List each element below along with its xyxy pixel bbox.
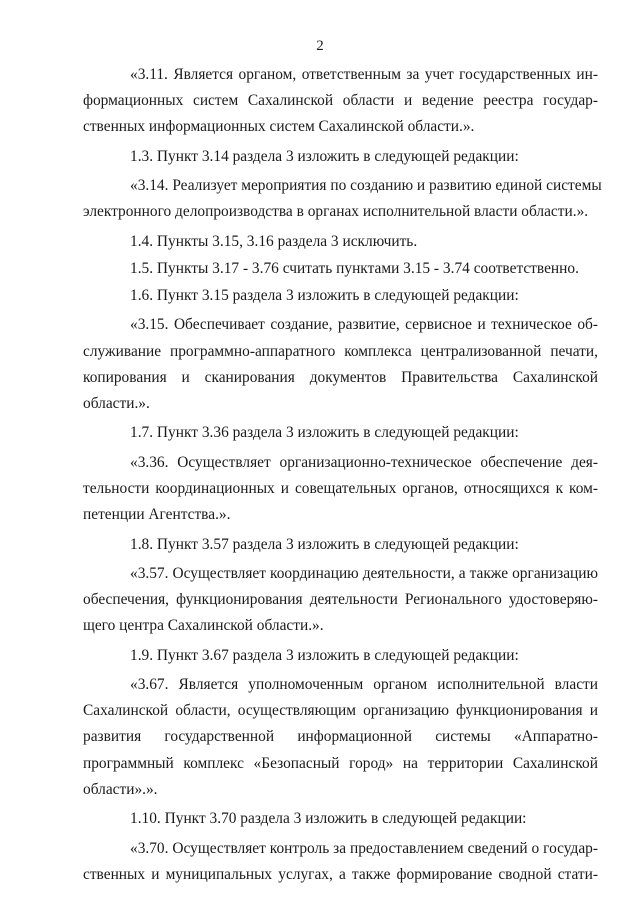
text-line: 1.9. Пункт 3.67 раздела 3 изложить в следующей редакции: [130,646,519,664]
text-line: «3.57. Осуществляет координацию деятельности, а также организацию [130,564,598,582]
text-line: «3.67. Является уполномоченным органом исполнительной власти [130,676,598,693]
text-line: «3.36. Осуществляет организационно-техническое обеспечение дея- [130,453,598,471]
text-line: «3.15. Обеспечивает создание, развитие, сервисное и техническое об- [130,316,598,334]
text-line: области».». [83,780,158,798]
text-line: ственных информационных систем Сахалинской области.». [83,118,475,136]
text-line: электронного делопроизводства в органах исполнительной власти области.». [83,203,589,221]
text-line: обеспечения, функционирования деятельности Регионального удостоверяю- [83,591,598,609]
text-line: «3.14. Реализует мероприятия по созданию и развитию единой системы [130,177,602,195]
text-line: служивание программно-аппаратного комплекса централизованной печати, [83,342,598,360]
text-line: 1.7. Пункт 3.36 раздела 3 изложить в следующей редакции: [130,424,519,442]
text-line: 1.5. Пункты 3.17 - 3.76 считать пунктами 3.15 - 3.74 соответственно. [130,259,579,277]
text-line: 1.3. Пункт 3.14 раздела 3 изложить в следующей редакции: [130,147,519,165]
text-line: 1.8. Пункт 3.57 раздела 3 изложить в следующей редакции: [130,535,519,553]
text-line: щего центра Сахалинской области.». [83,617,324,635]
document-body [83,62,602,888]
text-line: области.». [83,395,150,412]
text-line: «3.70. Осуществляет контроль за предоставлением сведений о государ- [130,839,598,857]
text-line: 1.4. Пункты 3.15, 3.16 раздела 3 исключить. [130,232,418,250]
text-line: тельности координационных и совещательных органов, относящихся к ком- [83,479,598,497]
text-line: развития государственной информационной системы «Аппаратно- [83,728,598,746]
text-line: формационных систем Сахалинской области и ведение реестра государ- [83,92,598,110]
text-line: 1.10. Пункт 3.70 раздела 3 изложить в следующей редакции: [130,810,527,828]
text-line: копирования и сканирования документов Правительства Сахалинской [83,368,598,386]
text-line: программный комплекс «Безопасный город» на территории Сахалинской [83,754,598,772]
page-number: 2 [316,38,324,54]
text-line: петенции Агентства.». [83,506,231,524]
text-line: 1.6. Пункт 3.15 раздела 3 изложить в следующей редакции: [130,287,519,305]
text-line: ственных и муниципальных услугах, а также формирование сводной стати- [83,865,598,883]
text-line: «3.11. Является органом, ответственным за учет государственных ин- [130,66,598,83]
text-line: Сахалинской области, осуществляющим организацию функционирования и [83,702,598,720]
